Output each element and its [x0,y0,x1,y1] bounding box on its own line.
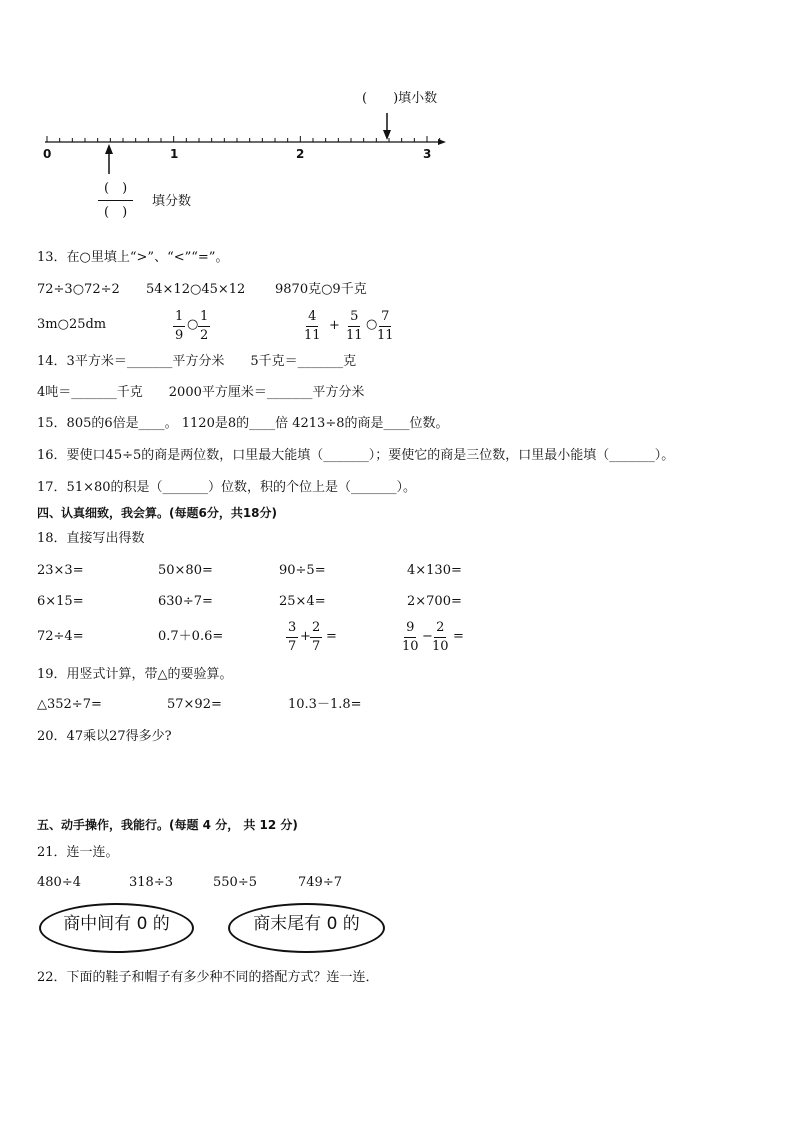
q19-title: 19．用竖式计算，带△的要验算。 [37,667,233,682]
q18-r1c2[interactable]: 50×80= [158,563,213,578]
decimal-prompt: ( )填小数 [362,91,438,106]
q14-line1[interactable]: 14．3平方米＝_______平方分米 5千克＝_______克 [37,354,357,369]
q13-d[interactable]: 3m○25dm [37,317,107,332]
q18-frac2-a [402,620,419,655]
fraction-prompt: 填分数 [152,194,192,209]
q18-frac1-a [286,620,298,655]
fraction-blank-denominator: ( ) [104,205,128,220]
ellipse-label: 商中间有 0 的 [63,914,170,934]
q21-ellipse-middle-zero[interactable] [39,903,194,953]
q13-f-circle[interactable]: ○ [366,317,378,332]
fraction-blank[interactable] [98,181,133,221]
q18-r2c4[interactable]: 2×700= [407,594,462,609]
q13-f-frac1 [304,309,321,344]
denominator: 9 [175,328,184,343]
q13-f-plus: + [329,318,340,333]
denominator: 10 [432,639,449,654]
q21-item-1[interactable]: 480÷4 [37,875,81,890]
q21-item-3[interactable]: 550÷5 [213,875,257,890]
numerator: 4 [306,309,318,327]
numerator: 7 [379,309,391,327]
q18-r1c1[interactable]: 23×3= [37,563,84,578]
q18-frac2-op: − [422,629,433,644]
q18-frac1-b [310,620,322,655]
decimal-arrowhead [383,130,391,140]
q21-item-4[interactable]: 749÷7 [298,875,342,890]
denominator: 7 [312,639,321,654]
fraction-blank-numerator: ( ) [98,181,133,201]
q13-f-frac2 [346,309,363,344]
denominator: 11 [304,328,321,343]
q18-r1c3[interactable]: 90÷5= [279,563,326,578]
q13-e-frac2 [198,309,210,344]
q18-frac2-eq[interactable]: = [453,629,464,644]
numerator: 3 [286,620,298,638]
q20: 20．47乘以27得多少? [37,729,172,744]
numerator: 5 [348,309,360,327]
q22: 22．下面的鞋子和帽子有多少种不同的搭配方式？连一连． [37,970,379,985]
q18-r3c1[interactable]: 72÷4= [37,629,84,644]
q18-r2c1[interactable]: 6×15= [37,594,84,609]
q13-e-frac1 [173,309,185,344]
denominator: 2 [200,328,209,343]
q13-e-circle[interactable]: ○ [187,317,199,332]
numerator: 1 [173,309,185,327]
tick-label-3: 3 [423,147,432,161]
numerator: 2 [434,620,446,638]
q13-title: 13．在○里填上“>”、“<”“=”。 [37,250,229,265]
number-line-ticks [47,136,440,142]
tick-label-2: 2 [296,147,305,161]
denominator: 7 [288,639,297,654]
q18-r2c3[interactable]: 25×4= [279,594,326,609]
numerator: 9 [404,620,416,638]
section-4-heading: 四、认真细致，我会算。(每题6分，共18分) [37,506,278,520]
ellipse-label: 商末尾有 0 的 [253,914,360,934]
q21-ellipse-end-zero[interactable] [228,903,385,953]
section-5-heading: 五、动手操作，我能行。(每题 4 分， 共 12 分) [37,818,298,832]
q19-item-1[interactable]: △352÷7= [37,697,102,712]
q18-frac1-eq[interactable]: = [326,629,337,644]
q19-item-2[interactable]: 57×92= [167,697,222,712]
q13-b[interactable]: 54×12○45×12 [146,282,246,297]
q19-item-3[interactable]: 10.3－1.8= [288,697,362,712]
q18-title: 18．直接写出得数 [37,531,145,546]
numerator: 1 [198,309,210,327]
number-line-arrowhead [438,139,446,145]
q13-c[interactable]: 9870克○9千克 [275,282,367,297]
numerator: 2 [310,620,322,638]
q13-a[interactable]: 72÷3○72÷2 [37,282,120,297]
q18-r2c2[interactable]: 630÷7= [158,594,213,609]
tick-label-0: 0 [43,147,52,161]
q15[interactable]: 15．805的6倍是____。 1120是8的____倍 4213÷8的商是____位数。 [37,416,449,431]
q17[interactable]: 17．51×80的积是（_______）位数，积的个位上是（_______）。 [37,480,417,495]
q16[interactable]: 16．要使口45÷5的商是两位数，口里最大能填（_______）；要使它的商是三位数，口里最小能填（_______）。 [37,448,675,463]
q13-f-frac3 [377,309,394,344]
q18-frac1-op: + [300,629,311,644]
denominator: 11 [346,328,363,343]
denominator: 11 [377,328,394,343]
q18-frac2-b [432,620,449,655]
tick-label-1: 1 [170,147,179,161]
denominator: 10 [402,639,419,654]
fraction-arrowhead [105,144,113,154]
q14-line2[interactable]: 4吨＝_______千克 2000平方厘米＝_______平方分米 [37,385,365,400]
q18-r1c4[interactable]: 4×130= [407,563,462,578]
q21-item-2[interactable]: 318÷3 [129,875,173,890]
q18-r3c2[interactable]: 0.7＋0.6= [158,629,224,644]
q21-title: 21．连一连。 [37,845,119,860]
